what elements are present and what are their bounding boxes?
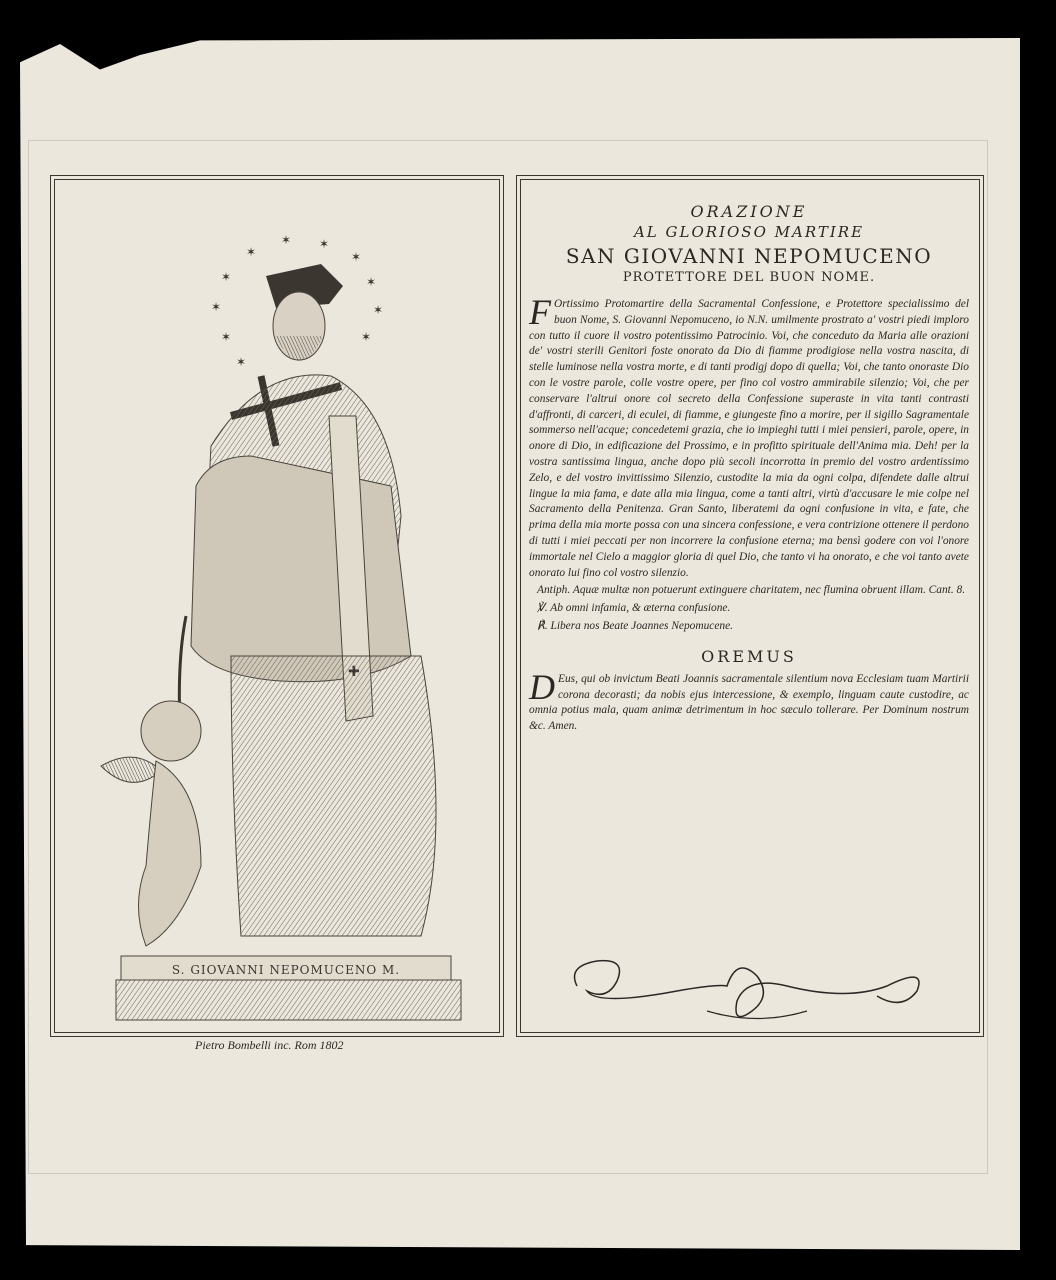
svg-text:✶: ✶ <box>351 250 362 264</box>
antiphon-2: ℣. Ab omni infamia, & æterna confusione. <box>537 602 731 615</box>
svg-text:✶: ✶ <box>211 300 222 314</box>
prayer-text-block <box>529 194 969 735</box>
engraver-credit: Pietro Bombelli inc. Rom 1802 <box>195 1038 344 1052</box>
antiphon-1: Antiph. Aquæ multæ non potuerunt extinguere charitatem, nec flumina obruent illam. Cant. 8. <box>537 584 966 597</box>
oremus-initial: D <box>529 666 555 707</box>
svg-text:✶: ✶ <box>221 270 232 284</box>
heading-protettore: PROTETTORE DEL BUON NOME. <box>622 270 876 285</box>
oremus-body-text: Eus, qui ob invictum Beati Joannis sacramentale silentium nova Ecclesiam tuam Martirii corona decorasti; da nobis ejus intercessione, & exemplo, linguam caute custodire, ac omnia potius mala, quam animæ detrimentum in hoc sæculo tollerare. Per Dominum nostrum &c. Amen. <box>529 672 969 733</box>
oremus-title: OREMUS <box>701 646 797 666</box>
prayer-panel <box>516 175 984 1037</box>
heading-orazione: ORAZIONE <box>690 202 808 221</box>
svg-text:✶: ✶ <box>221 330 232 344</box>
svg-text:✶: ✶ <box>373 303 384 317</box>
prayer-initial: F <box>529 292 551 332</box>
engraving-panel <box>50 175 504 1037</box>
svg-text:✶: ✶ <box>361 330 372 344</box>
prayer-body-text: Ortissimo Protomartire della Sacramental Confessione, e Protettore specialissimo del buon Nome, S. Giovanni Nepomuceno, io N.N. umilmente prostrato a' vostri piedi imploro con tutto il cuore il vostro potentissimo Patrocinio. Voi, che conceduto da Maria alle orazioni de' vostri sterili Genitori foste onorato da Dio di fiamme prodigiose nella vostra nascita, di stelle luminose nella vostra morte, e di tanti prodigj dopo di quella; Voi, che tanto onoraste Dio con le vostre parole, colle vostre opere, per fino col vostro ammirabile silenzio; Voi, che per conservare l'altrui onore col secreto della Confessione superaste in vita tanti contrasti d'affronti, di carceri, di eculei, di fiamme, e giungeste fino a morire, per il sigillo Sagramentale sommerso nell'acque; concedetemi grazia, che io impieghi tutti i miei pensieri, parole, opere, in onore di Dio, in edificazione del Prossimo, e in profitto spirituale dell'Anima mia. Deh! per la vostra santissima lingua, anche dopo più secoli incorrotta in premio del vostro ardentissimo Zelo, e del vostro invittissimo Silenzio, custodite la mia da ogni colpa, difendete dalle altrui lingue la mia fama, e date alla mia lingua, come a tanti altri, virtù d'accusare le mie colpe nel Sacramento della Penitenza. Gran Santo, liberatemi da ogni confusione in vita, e fate, che prima della mia morte possa con una sincera confessione, e vera contrizione ottenere il perdono di tutti i miei peccati per non incorrere la confusione eterna; ma bensì godere con voi l'onore immortale nel Cielo a maggior gloria di quel Dio, che tanto vi ha onorato, e che voi tanto avete onorato lui fino col vostro silenzio. <box>529 298 969 579</box>
oremus-body <box>529 666 969 735</box>
svg-text:✶: ✶ <box>246 245 257 259</box>
saint-figure-illustration <box>61 186 493 1026</box>
saint-engraving <box>61 186 493 1026</box>
svg-text:✶: ✶ <box>236 355 247 369</box>
statue-inscription: S. GIOVANNI NEPOMUCENO M. <box>171 963 401 977</box>
svg-text:✶: ✶ <box>366 275 377 289</box>
prayer-body <box>529 292 969 581</box>
svg-text:✶: ✶ <box>319 237 330 251</box>
heading-glorioso-martire: AL GLORIOSO MARTIRE <box>633 223 865 241</box>
heading-saint-name: SAN GIOVANNI NEPOMUCENO <box>565 244 933 268</box>
antiphon-3: ℟. Libera nos Beate Joannes Nepomucene. <box>537 619 734 632</box>
decorative-flourish <box>557 946 947 1026</box>
svg-text:✶: ✶ <box>281 233 292 247</box>
